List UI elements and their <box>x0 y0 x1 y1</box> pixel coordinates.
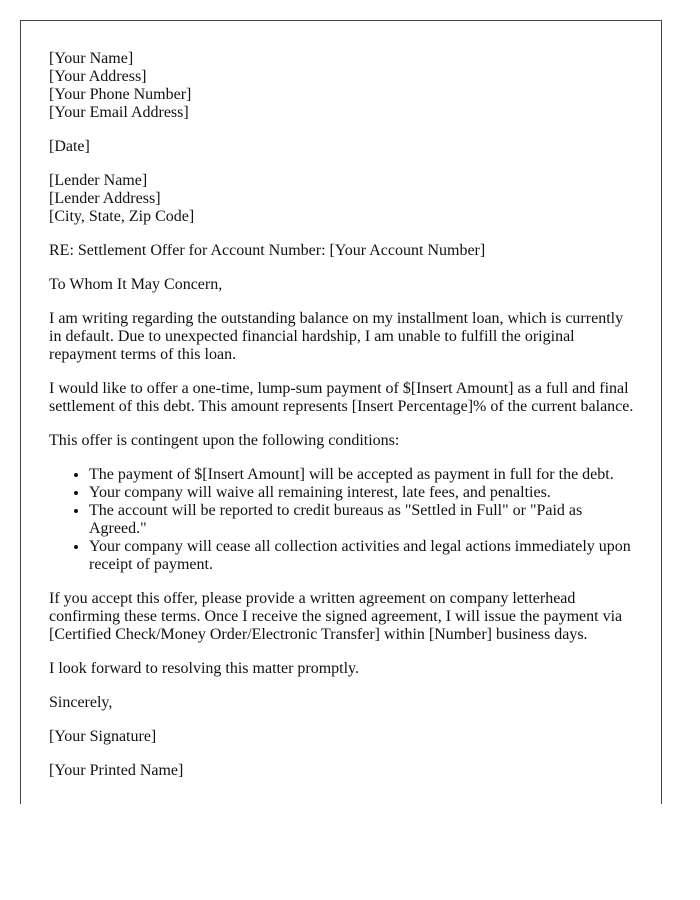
sender-email: [Your Email Address] <box>49 104 189 121</box>
closing-paragraph-1: If you accept this offer, please provide a written agreement on company letterhead confirming these terms. Once I receive the signed agreement, I will issue the payment via [Certified Check/Money Order/Electronic Transfer] within [Number] business days. <box>49 590 623 643</box>
body-paragraph-3: This offer is contingent upon the following conditions: <box>49 432 400 449</box>
signoff: Sincerely, <box>49 694 113 711</box>
letter-page <box>20 20 662 804</box>
condition-item: • The payment of $[Insert Amount] will be accepted as payment in full for the debt. <box>89 466 639 484</box>
recipient-address: [Lender Address] <box>49 190 161 207</box>
sender-address: [Your Address] <box>49 68 147 85</box>
condition-item: • The account will be reported to credit bureaus as "Settled in Full" or "Paid as Agreed." <box>89 502 639 538</box>
letter-date: [Date] <box>49 138 90 155</box>
recipient-name: [Lender Name] <box>49 172 148 189</box>
letter-content <box>49 50 639 796</box>
printed-name: [Your Printed Name] <box>49 762 184 779</box>
condition-item: • Your company will cease all collection activities and legal actions immediately upon receipt of payment. <box>89 538 639 574</box>
recipient-city-state-zip: [City, State, Zip Code] <box>49 208 195 225</box>
sender-name: [Your Name] <box>49 50 134 67</box>
signature: [Your Signature] <box>49 728 157 745</box>
sender-block <box>49 50 639 122</box>
closing-paragraph-2: I look forward to resolving this matter promptly. <box>49 660 360 677</box>
conditions-list <box>49 466 639 574</box>
condition-item: • Your company will waive all remaining interest, late fees, and penalties. <box>89 484 639 502</box>
salutation: To Whom It May Concern, <box>49 276 223 293</box>
sender-phone: [Your Phone Number] <box>49 86 192 103</box>
body-paragraph-1: I am writing regarding the outstanding balance on my installment loan, which is currently in default. Due to unexpected financial hardship, I am unable to fulfill the original repayment terms of this loan. <box>49 310 624 363</box>
subject-line: RE: Settlement Offer for Account Number: [Your Account Number] <box>49 242 486 259</box>
recipient-block <box>49 172 639 226</box>
body-paragraph-2: I would like to offer a one-time, lump-sum payment of $[Insert Amount] as a full and final settlement of this debt. This amount represents [Insert Percentage]% of the current balance. <box>49 380 634 415</box>
